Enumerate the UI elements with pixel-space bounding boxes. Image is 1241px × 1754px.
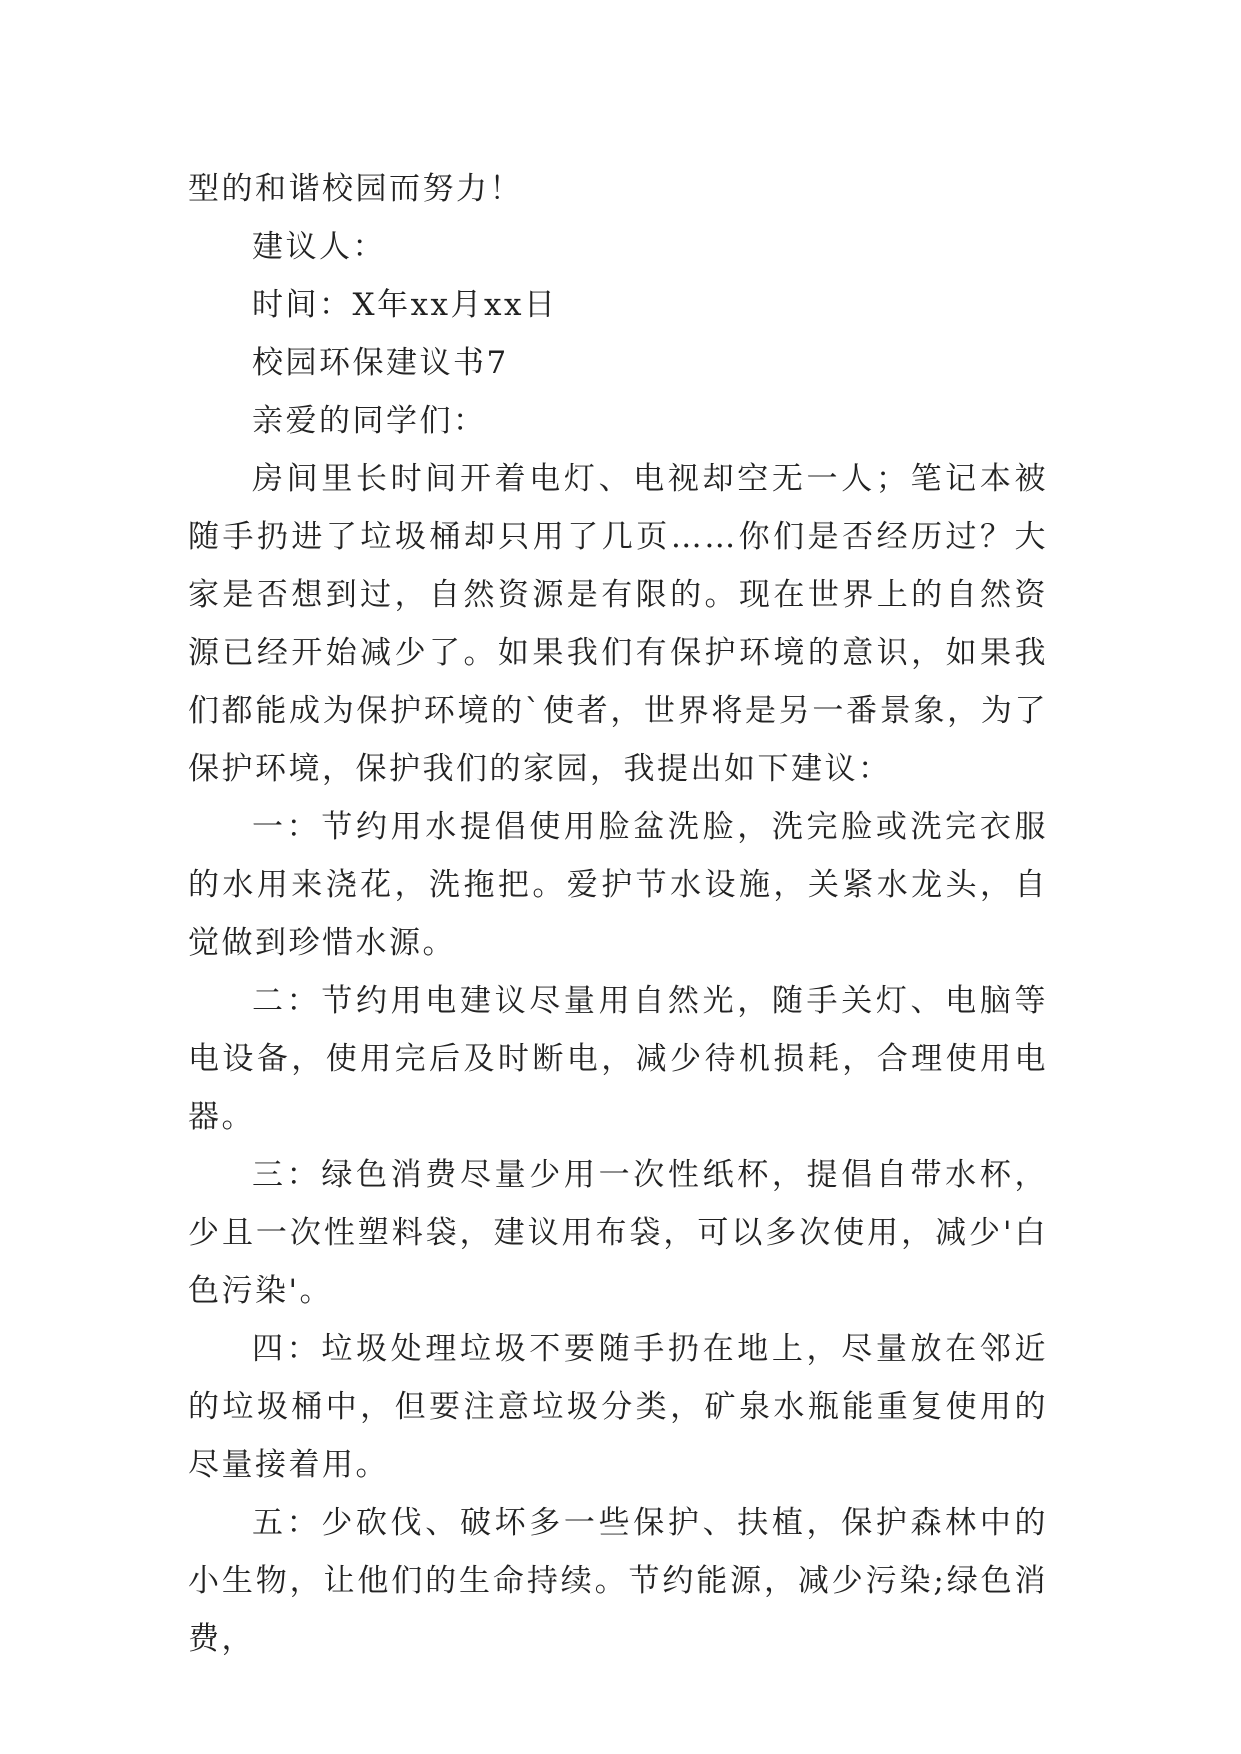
paragraph-forest-protection: 五：少砍伐、破坏多一些保护、扶植，保护森林中的小生物，让他们的生命持续。节约能源，减少污染;绿色消费， [188, 1505, 1048, 1657]
paragraph-closing-line: 型的和谐校园而努力！ [188, 171, 523, 207]
paragraph-proposer: 建议人： [252, 229, 386, 265]
document-body [188, 160, 1048, 1668]
paragraph-green-consumption: 三：绿色消费尽量少用一次性纸杯，提倡自带水杯，少且一次性塑料袋，建议用布袋，可以多次使用，减少'白色污染'。 [188, 1157, 1048, 1309]
paragraph-intro: 房间里长时间开着电灯、电视却空无一人；笔记本被随手扔进了垃圾桶却只用了几页……你们是否经历过？大家是否想到过，自然资源是有限的。现在世界上的自然资源已经开始减少了。如果我们有保护环境的意识，如果我们都能成为保护环境的`使者，世界将是另一番景象，为了保护环境，保护我们的家园，我提出如下建议： [188, 461, 1048, 787]
paragraph-water-saving: 一：节约用水提倡使用脸盆洗脸，洗完脸或洗完衣服的水用来浇花，洗拖把。爱护节水设施，关紧水龙头，自觉做到珍惜水源。 [188, 809, 1048, 961]
paragraph-salutation: 亲爱的同学们： [252, 403, 487, 439]
paragraph-waste-handling: 四：垃圾处理垃圾不要随手扔在地上，尽量放在邻近的垃圾桶中，但要注意垃圾分类，矿泉水瓶能重复使用的尽量接着用。 [188, 1331, 1048, 1483]
section-title: 校园环保建议书7 [252, 345, 509, 381]
paragraph-power-saving: 二：节约用电建议尽量用自然光，随手关灯、电脑等电设备，使用完后及时断电，减少待机损耗，合理使用电器。 [188, 983, 1048, 1135]
paragraph-date: 时间：X年xx月xx日 [252, 287, 558, 323]
